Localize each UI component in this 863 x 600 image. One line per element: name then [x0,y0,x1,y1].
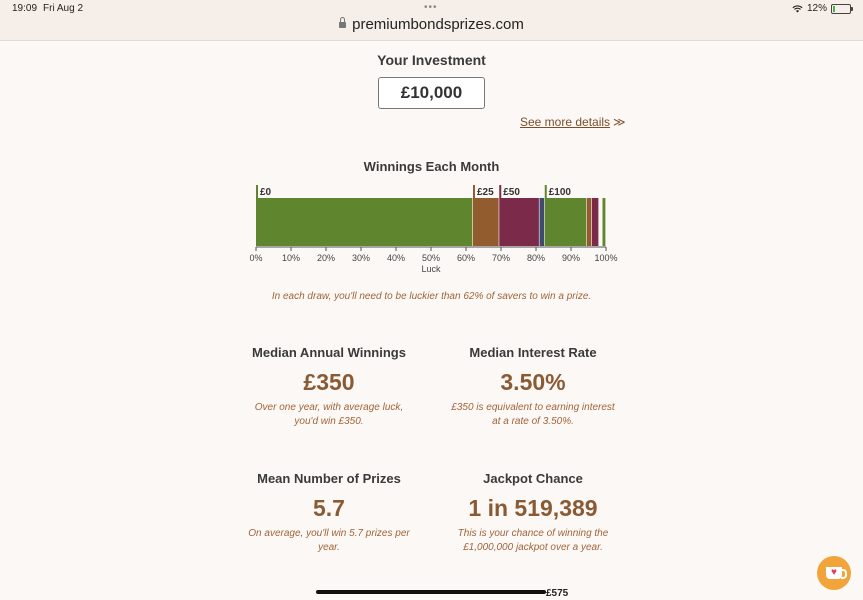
x-tick-label: 10% [281,253,301,263]
chart-bar-segment [256,198,472,246]
segment-marker [545,185,547,198]
segment-marker [473,185,475,198]
median-interest-rate [418,345,648,429]
chart-title: Winnings Each Month [363,159,500,174]
double-chevron-right-icon: ≫ [613,115,626,129]
segment-label: £50 [503,187,520,198]
x-tick-label: 80% [526,253,546,263]
median-annual-winnings [214,345,444,429]
battery-icon [831,4,851,14]
investment-input[interactable]: £10,000 [378,77,485,109]
x-axis-label: Luck [421,264,441,274]
stat-title: Mean Number of Prizes [257,471,401,486]
chart-bar-segment [540,198,545,246]
stat-description: On average, you'll win 5.7 prizes per year. [248,528,410,553]
chart-bar-segment [545,198,586,246]
see-more-label: See more details [520,115,611,129]
segment-label: £100 [548,187,571,198]
segment-label: £0 [260,187,272,198]
winnings-chart [245,180,625,280]
segment-label: £25 [477,187,494,198]
x-tick-label: 70% [491,253,511,263]
stat-value: 3.50% [500,369,566,395]
url-text: premiumbondsprizes.com [352,16,524,33]
segment-marker [499,185,501,198]
stat-description: Over one year, with average luck, you'd win £350. [254,402,404,427]
jackpot-chance [418,471,648,555]
stat-title: Median Annual Winnings [252,345,406,360]
chart-bar-segment [473,198,499,246]
chart-bar-segment [599,198,602,246]
chart-bar-segment [603,198,606,246]
stat-description: £350 is equivalent to earning interest at a rate of 3.50%. [451,402,615,427]
status-date: Fri Aug 2 [43,3,84,14]
battery-percent: 12% [806,3,827,14]
status-time: 19:09 [12,3,38,14]
status-indicators [792,3,851,14]
address-bar[interactable] [0,16,863,33]
browser-status-bar [0,0,863,41]
x-tick-label: 50% [421,253,441,263]
chart-bar-segment [592,198,598,246]
investment-title: Your Investment [377,52,486,68]
bottom-value: £575 [546,588,569,599]
segment-marker [256,185,258,198]
mean-number-of-prizes [214,471,444,555]
lock-icon [339,22,346,28]
x-tick-label: 0% [249,253,263,263]
x-tick-label: 90% [561,253,581,263]
wifi-icon [792,5,803,13]
chart-bar-segment [499,198,539,246]
x-tick-label: 60% [456,253,476,263]
x-tick-label: 30% [351,253,371,263]
chart-bar-segment [587,198,592,246]
x-tick-label: 20% [316,253,336,263]
x-tick-label: 40% [386,253,406,263]
chart-note: In each draw, you'll need to be luckier than 62% of savers to win a prize. [271,291,592,302]
stat-description: This is your chance of winning the £1,000,000 jackpot over a year. [457,528,609,553]
stat-title: Median Interest Rate [469,345,597,360]
stat-value: 5.7 [313,495,345,521]
see-more-details-link[interactable] [520,115,626,129]
x-tick-label: 100% [594,253,618,263]
ko-fi-cup-icon[interactable]: ♥ [817,556,851,590]
stat-value: £350 [303,369,355,395]
stat-value: 1 in 519,389 [468,495,598,521]
more-dots-icon[interactable]: ••• [424,2,438,13]
home-indicator[interactable] [316,590,546,594]
stat-title: Jackpot Chance [483,471,583,486]
